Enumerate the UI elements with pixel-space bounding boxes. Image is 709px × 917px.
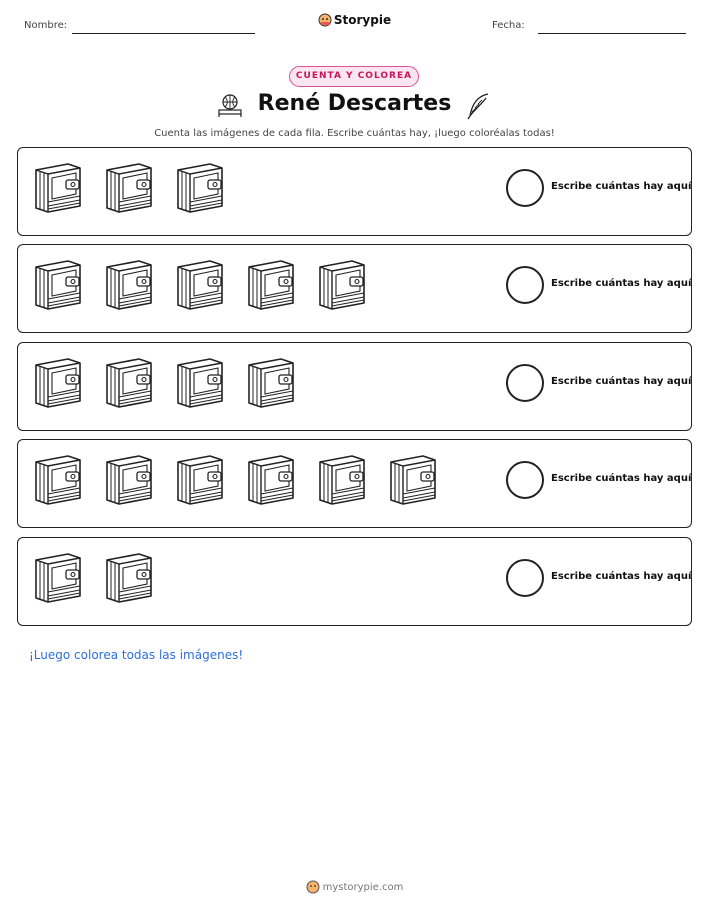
book-icon[interactable] <box>28 548 88 608</box>
answer-circle[interactable] <box>506 169 544 207</box>
name-label: Nombre: <box>24 20 68 31</box>
count-row <box>17 537 692 626</box>
answer-label: Escribe cuántas hay aquí <box>551 278 692 289</box>
footer-note: ¡Luego colorea todas las imágenes! <box>29 648 244 662</box>
instructions: Cuenta las imágenes de cada fila. Escribe cuántas hay, ¡luego coloréalas todas! <box>154 128 555 139</box>
book-icon[interactable] <box>241 450 301 510</box>
brand-name: Storypie <box>333 13 392 27</box>
answer-circle[interactable] <box>506 364 544 402</box>
book-icon[interactable] <box>241 353 301 413</box>
answer-label: Escribe cuántas hay aquí <box>551 473 692 484</box>
book-icon[interactable] <box>28 353 88 413</box>
book-icon[interactable] <box>28 450 88 510</box>
answer-label: Escribe cuántas hay aquí <box>551 181 692 192</box>
date-label: Fecha: <box>492 20 525 31</box>
quill-icon <box>466 92 492 120</box>
page-title: René Descartes <box>257 91 452 116</box>
count-row <box>17 147 692 236</box>
book-icon[interactable] <box>170 450 230 510</box>
answer-circle[interactable] <box>506 461 544 499</box>
answer-label: Escribe cuántas hay aquí <box>551 376 692 387</box>
answer-circle[interactable] <box>506 266 544 304</box>
answer-label: Escribe cuántas hay aquí <box>551 571 692 582</box>
date-line[interactable] <box>538 33 686 34</box>
activity-badge: CUENTA Y COLOREA <box>289 66 419 87</box>
book-icon[interactable] <box>99 450 159 510</box>
book-icon[interactable] <box>99 548 159 608</box>
site-footer <box>0 880 709 894</box>
count-row <box>17 342 692 431</box>
book-icon[interactable] <box>99 158 159 218</box>
book-icon[interactable] <box>312 255 372 315</box>
book-icon[interactable] <box>99 255 159 315</box>
answer-circle[interactable] <box>506 559 544 597</box>
brand <box>0 13 709 27</box>
book-icon[interactable] <box>170 255 230 315</box>
book-icon[interactable] <box>99 353 159 413</box>
storypie-logo-icon <box>306 880 320 894</box>
storypie-logo-icon <box>318 13 332 27</box>
site-url: mystorypie.com <box>322 882 404 893</box>
count-row <box>17 439 692 528</box>
book-icon[interactable] <box>170 158 230 218</box>
count-row <box>17 244 692 333</box>
book-icon[interactable] <box>170 353 230 413</box>
book-icon[interactable] <box>28 158 88 218</box>
book-icon[interactable] <box>383 450 443 510</box>
book-icon[interactable] <box>312 450 372 510</box>
name-line[interactable] <box>72 33 255 34</box>
book-icon[interactable] <box>28 255 88 315</box>
book-icon[interactable] <box>241 255 301 315</box>
